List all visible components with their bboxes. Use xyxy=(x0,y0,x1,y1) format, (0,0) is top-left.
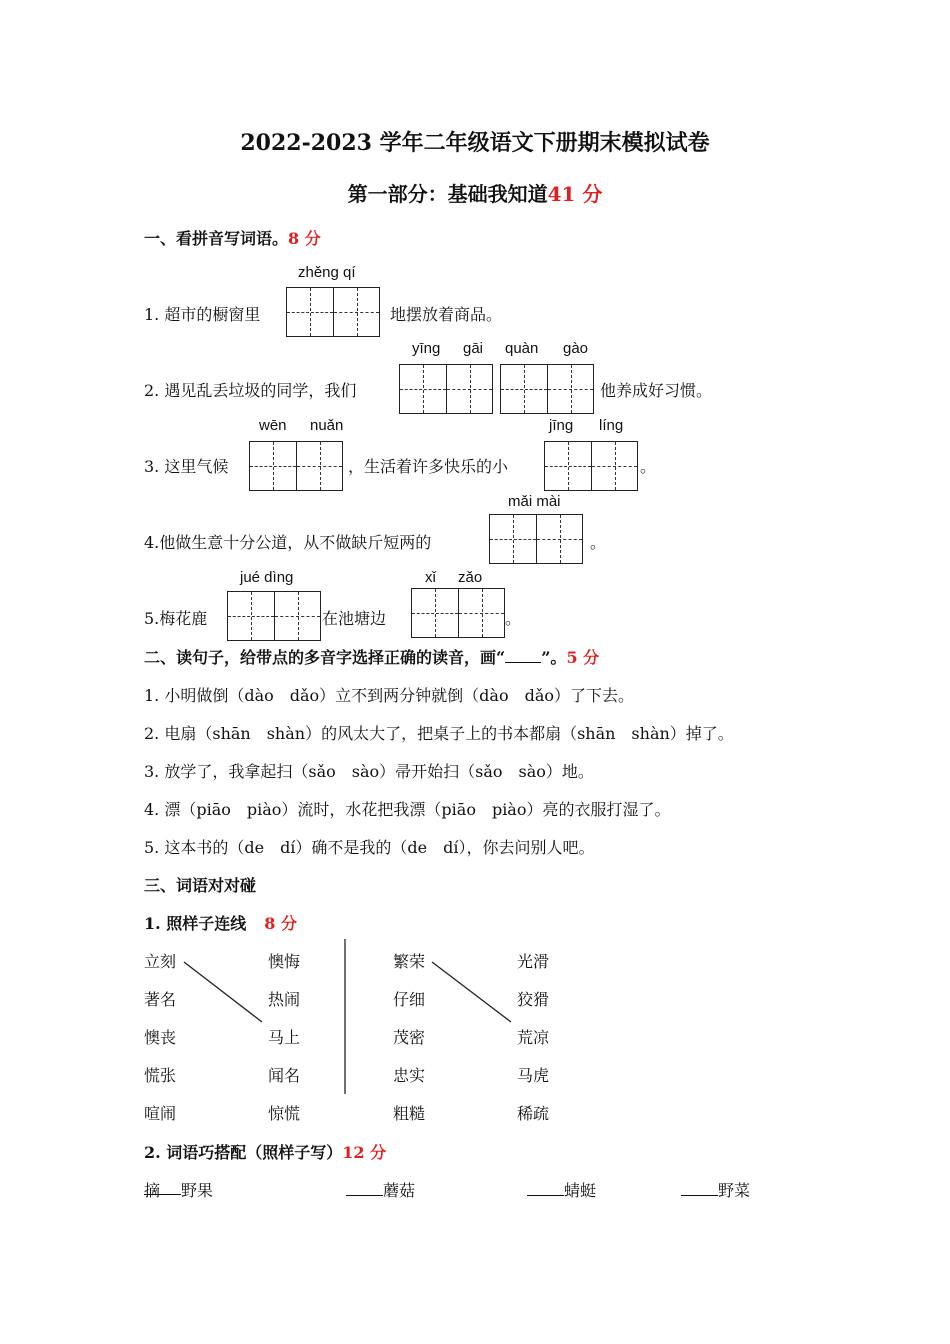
example-line xyxy=(184,962,262,1022)
section1-score: 8 分 xyxy=(288,229,321,248)
question-text: 。 xyxy=(505,609,522,628)
pinyin-label: mǎi mài xyxy=(508,493,561,510)
question-text: 1. 超市的橱窗里 xyxy=(144,305,261,324)
section3-heading: 三、词语对对碰 xyxy=(144,876,257,895)
pinyin-label: zǎo xyxy=(458,569,483,586)
word-col3: 繁荣 xyxy=(393,952,426,971)
subsection2-heading xyxy=(144,1140,386,1163)
word-col1: 著名 xyxy=(144,990,177,1009)
pinyin-label: xǐ xyxy=(425,569,436,586)
question-text: 地摆放着商品。 xyxy=(390,305,503,324)
page-title: 2022-2023 学年二年级语文下册期末模拟试卷 xyxy=(240,130,710,156)
pinyin-label: zhěng qí xyxy=(298,264,356,281)
example-answer: 摘 xyxy=(144,1178,181,1195)
word-pair xyxy=(681,1178,750,1201)
sentence: 3. 放学了，我拿起扫（sǎo sào）帚开始扫（sǎo sào）地。 xyxy=(144,762,594,781)
word-pair xyxy=(527,1178,596,1201)
word-col2: 闻名 xyxy=(268,1066,301,1085)
question-text: 4.他做生意十分公道，从不做缺斤短两的 xyxy=(144,533,432,552)
pinyin-label: líng xyxy=(599,417,624,434)
question-text: 。 xyxy=(590,533,607,552)
pair-word: 野果 xyxy=(181,1181,214,1200)
word-col1: 喧闹 xyxy=(144,1104,177,1123)
pinyin-label: gào xyxy=(563,340,589,357)
word-col2: 懊悔 xyxy=(268,952,301,971)
subsection1-score: 8 分 xyxy=(264,914,297,933)
word-col1: 立刻 xyxy=(144,952,177,971)
question-text: 他养成好习惯。 xyxy=(600,381,713,400)
word-col1: 懊丧 xyxy=(144,1028,177,1047)
sentence: 1. 小明做倒（dào dǎo）立不到两分钟就倒（dào dǎo）了下去。 xyxy=(144,686,635,705)
word-col2: 热闹 xyxy=(268,990,301,1009)
section2-title: 二、读句子，给带点的多音字选择正确的读音，画“ xyxy=(144,648,506,667)
word-col3: 忠实 xyxy=(393,1066,426,1085)
subsection2-title: 2. 词语巧搭配（照样子写） xyxy=(144,1143,343,1162)
question-text: 3. 这里气候 xyxy=(144,457,229,476)
answer-blank[interactable] xyxy=(527,1179,564,1196)
word-col4: 荒凉 xyxy=(517,1028,550,1047)
word-col1: 慌张 xyxy=(144,1066,177,1085)
pinyin-label: wēn xyxy=(259,417,287,434)
question-text: 2. 遇见乱丢垃圾的同学，我们 xyxy=(144,381,357,400)
example-line xyxy=(432,962,511,1022)
word-col2: 马上 xyxy=(268,1028,301,1047)
question-text: 。 xyxy=(640,457,657,476)
word-col3: 仔细 xyxy=(393,990,426,1009)
sentence: 2. 电扇（shān shàn）的风太大了，把桌子上的书本都扇（shān shàn）掉了。 xyxy=(144,724,734,743)
sentence: 4. 漂（piāo piào）流时，水花把我漂（piāo piào）亮的衣服打湿了。 xyxy=(144,800,671,819)
word-pair xyxy=(144,1178,213,1201)
word-col3: 粗糙 xyxy=(393,1104,426,1123)
section2-score: 5 分 xyxy=(566,648,600,667)
section2-title-end: ”。 xyxy=(541,648,567,667)
answer-blank[interactable] xyxy=(346,1179,383,1196)
answer-blank[interactable] xyxy=(681,1179,718,1196)
part-score: 41 分 xyxy=(547,182,603,206)
subsection1-title: 1. 照样子连线 xyxy=(144,914,247,933)
word-col4: 马虎 xyxy=(517,1066,550,1085)
word-pair xyxy=(346,1178,415,1201)
subsection2-score: 12 分 xyxy=(342,1143,387,1162)
pinyin-label: nuǎn xyxy=(310,417,344,434)
pair-word: 野菜 xyxy=(718,1181,751,1200)
section1-title: 一、看拼音写词语。 xyxy=(144,229,289,248)
sentence: 5. 这本书的（de dí）确不是我的（de dí），你去问别人吧。 xyxy=(144,838,595,857)
part-label: 第一部分：基础我知道 xyxy=(347,182,548,206)
pair-word: 蘑菇 xyxy=(383,1181,416,1200)
pinyin-label: quàn xyxy=(505,340,539,357)
pinyin-label: jué dìng xyxy=(240,569,294,586)
word-col3: 茂密 xyxy=(393,1028,426,1047)
question-text: ，生活着许多快乐的小 xyxy=(348,457,509,476)
pinyin-label: jīng xyxy=(549,417,574,434)
word-col4: 光滑 xyxy=(517,952,550,971)
word-col2: 惊慌 xyxy=(268,1104,301,1123)
word-col4: 稀疏 xyxy=(517,1104,550,1123)
pinyin-label: yīng xyxy=(412,340,441,357)
question-text: 5.梅花鹿 xyxy=(144,609,208,628)
word-col4: 狡猾 xyxy=(517,990,550,1009)
question-text: 在池塘边 xyxy=(322,609,387,628)
pinyin-label: gāi xyxy=(463,340,484,357)
pair-word: 蜻蜓 xyxy=(564,1181,597,1200)
